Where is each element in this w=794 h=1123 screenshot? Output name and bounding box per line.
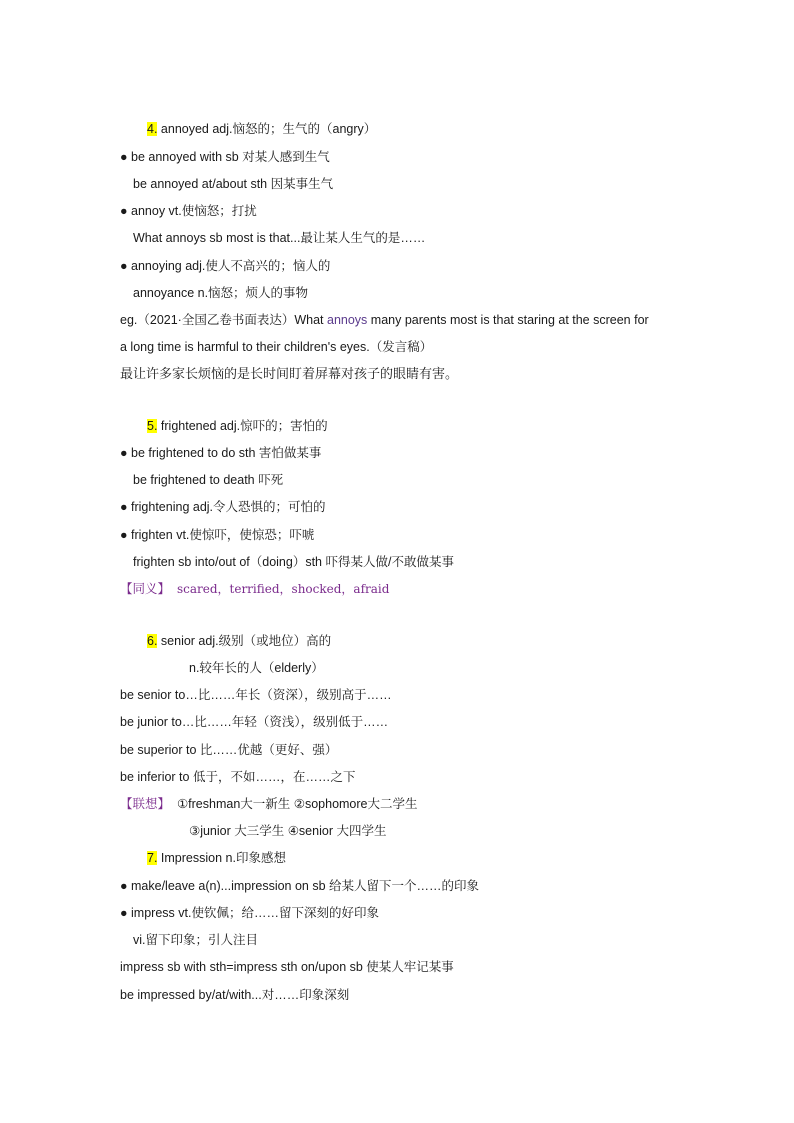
association (120, 795, 418, 813)
usage-line: vi.留下印象；引人注目 (133, 933, 259, 947)
entry-headword: Impression n.印象感想 (157, 851, 286, 865)
usage-line: be senior to…比……年长（资深），级别高于…… (120, 688, 392, 702)
entry-heading-impression (147, 849, 286, 867)
usage-line: be inferior to 低于，不如……，在……之下 (120, 770, 356, 784)
entry-heading-annoyed (147, 120, 376, 138)
usage-line: ● annoy vt.使恼怒；打扰 (120, 204, 257, 218)
usage-line: ● be annoyed with sb 对某人感到生气 (120, 150, 330, 164)
usage-line: annoyance n.恼怒；烦人的事物 (133, 286, 309, 300)
usage-line: be impressed by/at/with...对……印象深刻 (120, 988, 350, 1002)
usage-line: What annoys sb most is that...最让某人生气的是…… (133, 231, 426, 245)
usage-line: be frightened to death 吓死 (133, 473, 284, 487)
usage-line: be superior to 比……优越（更好、强） (120, 743, 338, 757)
entry-headword: senior adj.级别（或地位）高的 (157, 634, 332, 648)
entry-headword: frightened adj.惊吓的；害怕的 (157, 419, 328, 433)
usage-line: ● frightening adj.令人恐惧的；可怕的 (120, 500, 326, 514)
entry-number: 7. (147, 851, 158, 865)
usage-line: ● be frightened to do sth 害怕做某事 (120, 446, 322, 460)
usage-line: impress sb with sth=impress sth on/upon sb 使某人牢记某事 (120, 960, 454, 974)
association-items: ①freshman大一新生 ②sophomore大二学生 (176, 797, 418, 811)
entry-number: 4. (147, 122, 158, 136)
entry-heading-frightened (147, 417, 328, 435)
synonyms-list: scared，terrified，shocked，afraid (176, 582, 390, 596)
usage-line: frighten sb into/out of（doing）sth 吓得某人做/不敢做某事 (133, 555, 454, 569)
example-sentence-cont: a long time is harmful to their children's eyes.（发言稿） (120, 340, 433, 354)
entry-heading-senior (147, 632, 331, 650)
usage-line: ● frighten vt.使惊吓，使惊恐；吓唬 (120, 528, 315, 542)
usage-line: ● impress vt.使钦佩；给……留下深刻的好印象 (120, 906, 379, 920)
synonyms (120, 580, 389, 598)
entry-sense: n.较年长的人（elderly） (189, 661, 324, 675)
usage-line: be junior to…比……年轻（资浅），级别低于…… (120, 715, 389, 729)
synonyms-label: 【同义】 (120, 582, 171, 596)
association-items-cont: ③junior 大三学生 ④senior 大四学生 (189, 824, 387, 838)
entry-number: 6. (147, 634, 158, 648)
entry-headword: annoyed adj.恼怒的；生气的（angry） (157, 122, 377, 136)
usage-line: be annoyed at/about sth 因某事生气 (133, 177, 334, 191)
example-suffix: many parents most is that staring at the screen for (367, 313, 649, 327)
association-label: 【联想】 (120, 797, 171, 811)
example-keyword: annoys (327, 313, 368, 327)
usage-line: ● annoying adj.使人不高兴的；恼人的 (120, 259, 331, 273)
entry-number: 5. (147, 419, 158, 433)
example-translation: 最让许多家长烦恼的是长时间盯着屏幕对孩子的眼睛有害。 (120, 366, 459, 381)
usage-line: ● make/leave a(n)...impression on sb 给某人留下一个……的印象 (120, 879, 480, 893)
example-sentence (120, 311, 649, 329)
example-prefix: eg.（2021·全国乙卷书面表达）What (120, 313, 327, 327)
